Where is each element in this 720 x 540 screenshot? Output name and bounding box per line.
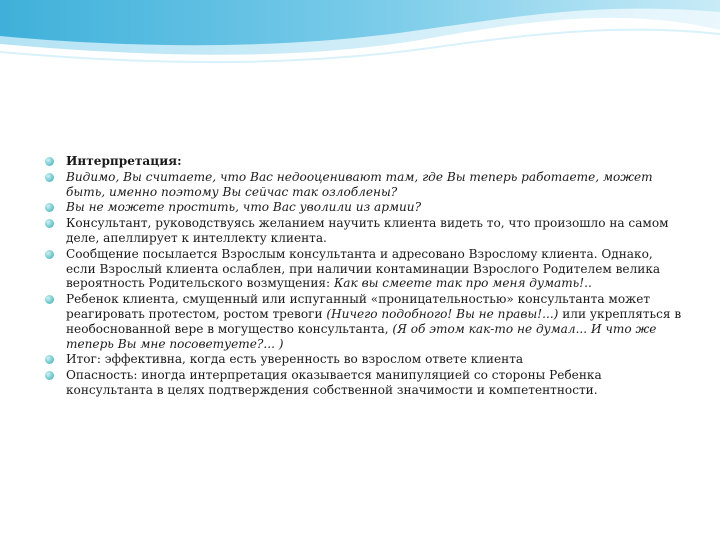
text-segment: Вы не можете простить, что Вас уволили из армии? (66, 200, 422, 215)
text-segment: или укрепляться в необоснованной вере в могущество консультанта, (66, 306, 682, 336)
bullet-list (44, 154, 684, 399)
list-item-text (66, 352, 684, 367)
list-item-text (66, 170, 684, 200)
text-segment: Видимо, Вы считаете, что Вас недооценивают там, где Вы теперь работаете, может быть, именно поэтому Вы сейчас так озлоблены? (66, 169, 653, 199)
list-item-text (66, 154, 684, 169)
text-segment: (Я об этом как-то не думал... И что же теперь Вы мне посоветуете?... ) (66, 321, 657, 351)
list-item (44, 200, 684, 215)
list-item-text (66, 200, 684, 215)
list-item (44, 170, 684, 200)
round-bullet-icon (45, 219, 54, 228)
list-item (44, 247, 684, 291)
round-bullet-icon (45, 173, 54, 182)
round-bullet-icon (45, 250, 54, 259)
list-item (44, 216, 684, 246)
text-segment: Ребенок клиента, смущенный или испуганный «проницательностью» консультанта может реагировать протестом, ростом тревоги (66, 292, 651, 321)
text-segment: (Ничего подобного! Вы не правы!...) (326, 306, 559, 321)
list-item (44, 368, 684, 398)
list-item (44, 154, 684, 169)
list-item-text (66, 247, 684, 291)
text-segment: Итог: эффективна, когда есть уверенность во взрослом ответе клиента (66, 352, 524, 367)
list-item-text (66, 368, 684, 398)
list-item (44, 292, 684, 351)
round-bullet-icon (45, 295, 54, 304)
text-segment: Консультант, руководствуясь желанием научить клиента видеть то, что произошло на самом деле, апеллирует к интеллекту клиента. (66, 216, 669, 245)
round-bullet-icon (45, 203, 54, 212)
header-wave-decoration (0, 0, 720, 80)
round-bullet-icon (45, 355, 54, 364)
list-item-text (66, 292, 684, 351)
round-bullet-icon (45, 371, 54, 380)
text-segment: Сообщение посылается Взрослым консультанта и адресовано Взрослому клиента. Однако, если Взрослый клиента ослаблен, при наличии контаминации Взрослого Родителем велика вероятность Родительского возмущения: (66, 246, 661, 291)
text-segment: Интерпретация: (66, 154, 182, 168)
round-bullet-icon (45, 157, 54, 166)
text-segment: Опасность: иногда интерпретация оказывается манипуляцией со стороны Ребенка консультанта в целях подтверждения собственной значимости и компетентности. (66, 368, 602, 397)
text-segment: Как вы смеете так про меня думать!.. (333, 276, 592, 291)
list-item-text (66, 216, 684, 246)
list-item (44, 352, 684, 367)
